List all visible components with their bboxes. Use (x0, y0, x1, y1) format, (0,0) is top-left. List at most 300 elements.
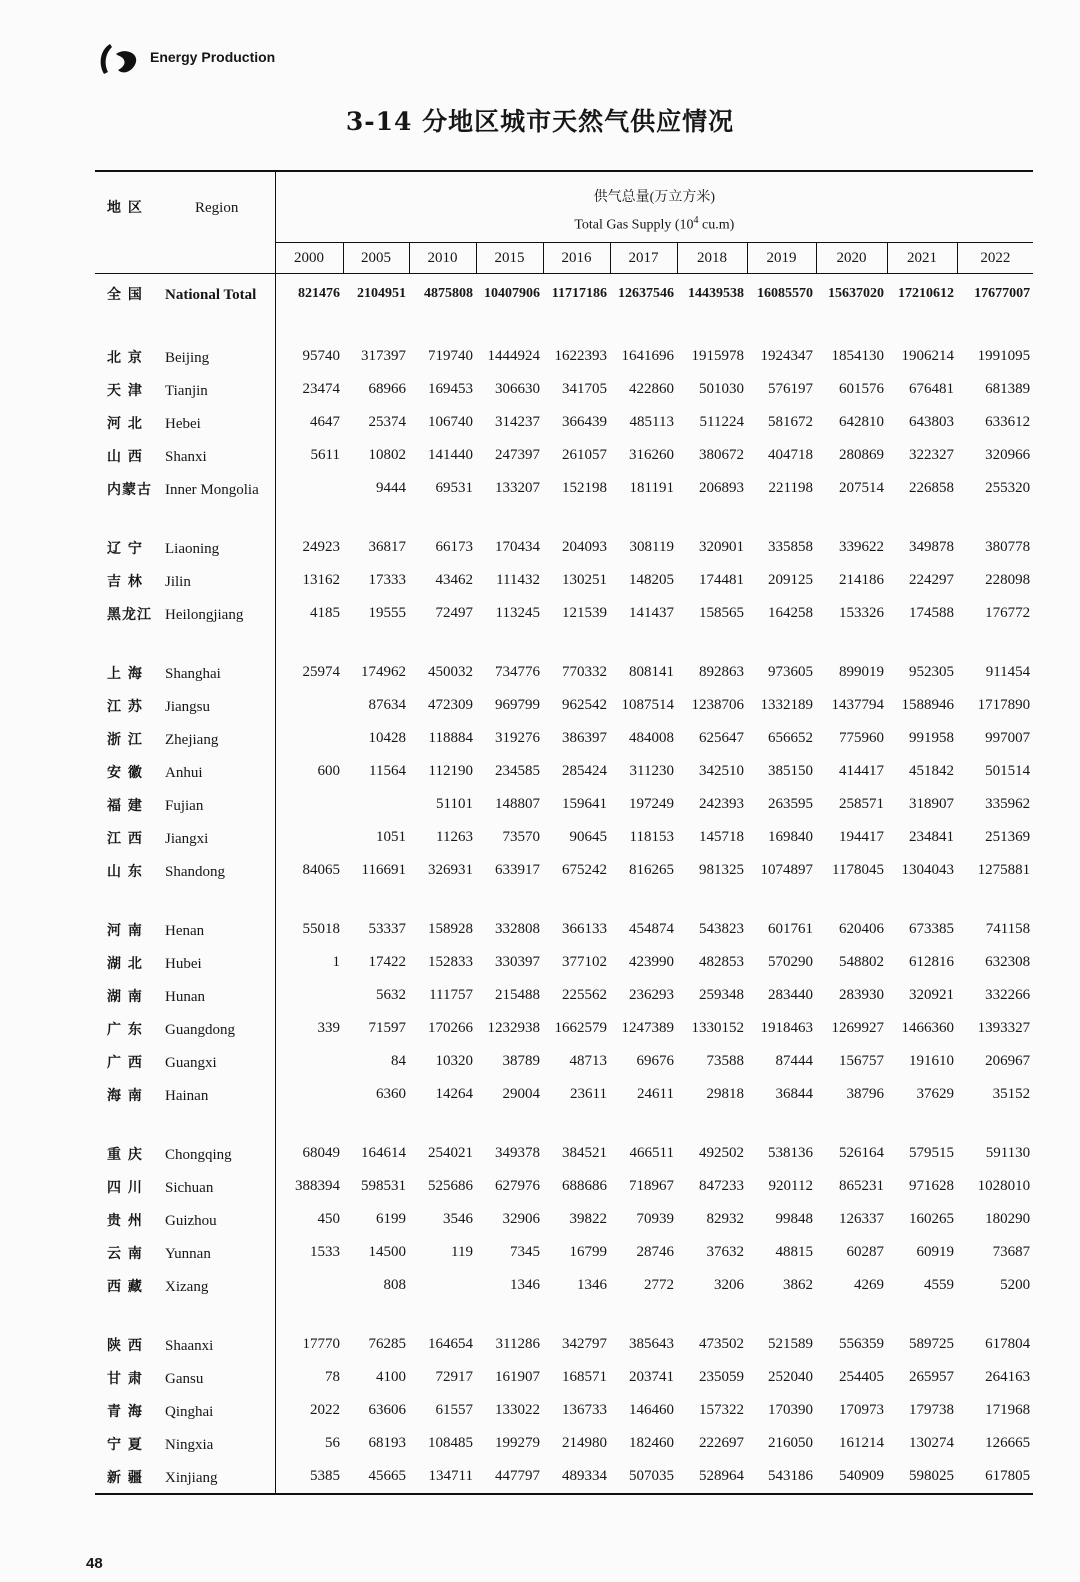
value-cell: 255320 (985, 480, 1031, 496)
table-row (95, 656, 1033, 689)
value-cell: 1346 (510, 1277, 540, 1293)
region-name-en: Inner Mongolia (165, 481, 259, 498)
value-cell: 203741 (629, 1369, 674, 1385)
value-cell: 969799 (495, 697, 540, 713)
value-cell: 280869 (839, 447, 884, 463)
value-cell: 311286 (495, 1336, 540, 1352)
table-row (95, 1427, 1033, 1460)
value-cell: 82932 (706, 1211, 744, 1227)
region-cell (95, 1012, 275, 1045)
region-cell (95, 755, 275, 788)
value-cell: 473502 (699, 1336, 744, 1352)
value-cell: 119 (451, 1244, 473, 1260)
value-cell: 775960 (839, 730, 884, 746)
value-cell: 283930 (839, 987, 884, 1003)
table-row (95, 1328, 1033, 1361)
value-cell: 450032 (428, 664, 473, 680)
value-cell: 899019 (839, 664, 884, 680)
region-name-cn: 吉 林 (107, 573, 143, 590)
value-cell: 643803 (909, 414, 954, 430)
value-cell: 87444 (775, 1053, 813, 1069)
table-row (95, 531, 1033, 564)
region-name-cn: 山 东 (107, 863, 143, 880)
value-cell: 1 (332, 954, 340, 970)
value-cell: 68049 (302, 1145, 340, 1161)
region-name-cn: 广 西 (107, 1054, 143, 1071)
value-cell: 111757 (429, 987, 473, 1003)
value-cell: 1588946 (901, 697, 954, 713)
value-cell: 43462 (435, 572, 473, 588)
value-cell: 308119 (629, 539, 674, 555)
value-cell: 5632 (376, 987, 406, 1003)
value-cell: 264163 (985, 1369, 1031, 1385)
region-name-en: Yunnan (165, 1245, 211, 1262)
region-name-cn: 新 疆 (107, 1469, 143, 1486)
value-cell: 579515 (909, 1145, 954, 1161)
value-cell: 23474 (302, 381, 340, 397)
year-header: 2021 (887, 243, 957, 274)
value-cell: 451842 (909, 763, 954, 779)
value-cell: 152198 (562, 480, 607, 496)
value-cell: 14500 (368, 1244, 406, 1260)
value-cell: 32906 (502, 1211, 540, 1227)
value-cell: 68193 (368, 1435, 406, 1451)
value-cell: 404718 (768, 447, 813, 463)
page-number: 48 (86, 1555, 103, 1572)
value-cell: 971628 (909, 1178, 954, 1194)
value-cell: 11717186 (551, 286, 607, 301)
value-cell: 675242 (562, 862, 607, 878)
region-cell (95, 1427, 275, 1460)
table-row (95, 854, 1033, 887)
value-cell: 113245 (495, 605, 540, 621)
value-cell: 69531 (435, 480, 473, 496)
value-cell: 25374 (368, 414, 406, 430)
value-cell: 28746 (636, 1244, 674, 1260)
value-cell: 1444924 (487, 348, 540, 364)
value-cell: 169453 (428, 381, 473, 397)
value-cell: 5200 (1000, 1277, 1031, 1293)
value-cell: 2772 (644, 1277, 674, 1293)
value-cell: 1304043 (901, 862, 954, 878)
value-cell: 66173 (435, 539, 473, 555)
region-cell (95, 854, 275, 887)
region-header-en: Region (195, 200, 239, 217)
value-cell: 386397 (562, 730, 607, 746)
value-cell: 16085570 (757, 286, 813, 301)
value-cell: 19555 (368, 605, 406, 621)
value-cell: 1330152 (691, 1020, 744, 1036)
region-cell (95, 340, 275, 373)
year-header: 2020 (816, 243, 887, 274)
value-cell: 126665 (985, 1435, 1031, 1451)
publisher-logo (96, 40, 140, 80)
value-cell: 136733 (562, 1402, 607, 1418)
region-name-en: Gansu (165, 1370, 204, 1387)
value-cell: 485113 (629, 414, 674, 430)
value-cell: 1087514 (621, 697, 674, 713)
value-cell: 1915978 (691, 348, 744, 364)
table-row (95, 1045, 1033, 1078)
value-cell: 174588 (909, 605, 954, 621)
table-row (95, 1137, 1033, 1170)
value-cell: 168571 (562, 1369, 607, 1385)
value-cell: 207514 (839, 480, 884, 496)
value-cell: 247397 (495, 447, 540, 463)
value-cell (275, 1045, 343, 1078)
region-name-en: Shanxi (165, 448, 207, 465)
region-cell (95, 689, 275, 722)
value-cell: 339 (317, 1020, 340, 1036)
value-cell: 525686 (428, 1178, 473, 1194)
table-row (95, 439, 1033, 472)
value-cell: 342510 (699, 763, 744, 779)
region-name-en: Shaanxi (165, 1337, 214, 1354)
region-cell (95, 1137, 275, 1170)
region-name-cn: 浙 江 (107, 731, 143, 748)
value-cell: 581672 (768, 414, 813, 430)
value-cell: 4269 (854, 1277, 884, 1293)
table-row (95, 755, 1033, 788)
value-cell: 161214 (839, 1435, 884, 1451)
value-cell: 68966 (368, 381, 406, 397)
value-cell: 489334 (562, 1468, 607, 1484)
value-cell: 380672 (699, 447, 744, 463)
value-cell: 472309 (428, 697, 473, 713)
region-name-cn: 安 徽 (107, 764, 143, 781)
value-cell: 11564 (369, 763, 406, 779)
value-cell: 226858 (909, 480, 954, 496)
value-cell: 148807 (495, 796, 540, 812)
table-row (95, 689, 1033, 722)
region-cell (95, 406, 275, 439)
value-cell: 521589 (768, 1336, 813, 1352)
value-cell: 90645 (569, 829, 607, 845)
value-cell: 1247389 (621, 1020, 674, 1036)
value-cell: 380778 (985, 539, 1031, 555)
value-cell: 997007 (985, 730, 1031, 746)
region-name-en: National Total (165, 287, 257, 303)
value-cell: 9444 (376, 480, 406, 496)
year-header: 2022 (957, 243, 1033, 274)
region-name-en: Guangdong (165, 1021, 235, 1038)
value-cell: 87634 (368, 697, 406, 713)
value-cell: 73687 (992, 1244, 1031, 1260)
region-name-en: Jiangxi (165, 830, 209, 847)
value-cell: 263595 (768, 796, 813, 812)
value-cell: 160265 (909, 1211, 954, 1227)
value-cell: 4647 (310, 414, 340, 430)
value-cell: 620406 (839, 921, 884, 937)
value-cell: 349378 (495, 1145, 540, 1161)
gas-header-cn: 供气总量(万立方米) (593, 190, 715, 205)
value-cell: 632308 (985, 954, 1031, 970)
value-cell: 332266 (985, 987, 1031, 1003)
table-row (95, 1078, 1033, 1111)
table-row (95, 1236, 1033, 1269)
value-cell: 228098 (985, 572, 1031, 588)
region-cell (95, 1361, 275, 1394)
value-cell: 133022 (495, 1402, 540, 1418)
value-cell: 719740 (428, 348, 473, 364)
value-cell: 1924347 (760, 348, 813, 364)
value-cell: 134711 (428, 1468, 473, 1484)
value-cell: 7345 (510, 1244, 540, 1260)
region-header (95, 171, 275, 243)
table-row (95, 1361, 1033, 1394)
region-cell (95, 1328, 275, 1361)
value-cell: 78 (325, 1369, 340, 1385)
value-cell: 157322 (699, 1402, 744, 1418)
value-cell: 133207 (495, 480, 540, 496)
value-cell: 258571 (839, 796, 884, 812)
value-cell: 1178045 (832, 862, 884, 878)
region-name-en: Jiangsu (165, 698, 210, 715)
region-header-cn: 地 区 (107, 200, 143, 217)
value-cell: 633917 (495, 862, 540, 878)
value-cell: 543823 (699, 921, 744, 937)
value-cell: 164258 (768, 605, 813, 621)
table-row (95, 373, 1033, 406)
value-cell: 69676 (636, 1053, 674, 1069)
value-cell: 332808 (495, 921, 540, 937)
value-cell: 1332189 (760, 697, 813, 713)
year-header: 2015 (476, 243, 543, 274)
value-cell: 174481 (699, 572, 744, 588)
table-row (95, 821, 1033, 854)
value-cell: 6199 (376, 1211, 406, 1227)
value-cell: 339622 (839, 539, 884, 555)
value-cell (275, 472, 343, 505)
value-cell: 235059 (699, 1369, 744, 1385)
value-cell: 973605 (768, 664, 813, 680)
value-cell: 15637020 (828, 286, 884, 301)
value-cell: 283440 (768, 987, 813, 1003)
value-cell: 206967 (985, 1053, 1031, 1069)
value-cell: 598531 (361, 1178, 406, 1194)
value-cell: 60919 (916, 1244, 954, 1260)
value-cell: 317397 (361, 348, 406, 364)
value-cell: 156757 (839, 1053, 884, 1069)
value-cell: 36844 (775, 1086, 813, 1102)
value-cell: 53337 (368, 921, 406, 937)
value-cell: 1028010 (977, 1178, 1031, 1194)
region-cell (95, 1203, 275, 1236)
value-cell: 981325 (699, 862, 744, 878)
value-cell: 821476 (298, 286, 340, 301)
value-cell (275, 1269, 343, 1302)
group-spacer (95, 1302, 1033, 1328)
year-header: 2016 (543, 243, 610, 274)
region-cell (95, 722, 275, 755)
value-cell: 108485 (428, 1435, 473, 1451)
value-cell: 511224 (699, 414, 744, 430)
region-cell (95, 979, 275, 1012)
table-row (95, 1460, 1033, 1494)
value-cell: 14264 (435, 1086, 473, 1102)
value-cell: 617804 (985, 1336, 1031, 1352)
value-cell: 24611 (637, 1086, 674, 1102)
value-cell: 816265 (629, 862, 674, 878)
value-cell: 76285 (368, 1336, 406, 1352)
value-cell: 366133 (562, 921, 607, 937)
value-cell: 1051 (376, 829, 406, 845)
value-cell: 10428 (368, 730, 406, 746)
table-row (95, 564, 1033, 597)
value-cell: 170266 (428, 1020, 473, 1036)
value-cell (275, 689, 343, 722)
region-cell (95, 1045, 275, 1078)
value-cell: 1906214 (901, 348, 954, 364)
region-name-cn: 河 南 (107, 922, 143, 939)
value-cell: 38796 (846, 1086, 884, 1102)
value-cell: 1232938 (487, 1020, 540, 1036)
table-row (95, 340, 1033, 373)
value-cell: 191610 (909, 1053, 954, 1069)
table-row (95, 722, 1033, 755)
value-cell: 261057 (562, 447, 607, 463)
value-cell: 320901 (699, 539, 744, 555)
value-cell: 252040 (768, 1369, 813, 1385)
value-cell: 48713 (569, 1053, 607, 1069)
region-name-en: Liaoning (165, 540, 220, 557)
region-cell (95, 1394, 275, 1427)
value-cell: 17677007 (974, 286, 1031, 301)
value-cell: 543186 (768, 1468, 813, 1484)
value-cell: 236293 (629, 987, 674, 1003)
value-cell (343, 788, 409, 821)
value-cell: 341705 (562, 381, 607, 397)
value-cell: 1918463 (760, 1020, 813, 1036)
value-cell: 84 (391, 1053, 406, 1069)
value-cell: 625647 (699, 730, 744, 746)
value-cell: 385150 (768, 763, 813, 779)
value-cell: 194417 (839, 829, 884, 845)
table-row (95, 274, 1033, 315)
value-cell: 23611 (570, 1086, 607, 1102)
value-cell: 601576 (839, 381, 884, 397)
region-name-en: Xinjiang (165, 1469, 218, 1486)
group-spacer (95, 630, 1033, 656)
value-cell: 570290 (768, 954, 813, 970)
region-name-cn: 广 东 (107, 1021, 143, 1038)
value-cell: 718967 (629, 1178, 674, 1194)
value-cell: 1393327 (977, 1020, 1031, 1036)
value-cell: 447797 (495, 1468, 540, 1484)
value-cell: 1238706 (691, 697, 744, 713)
value-cell: 118153 (629, 829, 674, 845)
value-cell: 612816 (909, 954, 954, 970)
value-cell: 35152 (992, 1086, 1031, 1102)
value-cell: 335858 (768, 539, 813, 555)
value-cell: 335962 (985, 796, 1031, 812)
value-cell: 153326 (839, 605, 884, 621)
table-row (95, 406, 1033, 439)
value-cell: 10802 (368, 447, 406, 463)
value-cell: 633612 (985, 414, 1031, 430)
table-row (95, 946, 1033, 979)
value-cell: 99848 (775, 1211, 813, 1227)
value-cell: 259348 (699, 987, 744, 1003)
region-name-cn: 甘 肃 (107, 1370, 143, 1387)
value-cell: 152833 (428, 954, 473, 970)
value-cell: 681389 (985, 381, 1031, 397)
value-cell: 214980 (562, 1435, 607, 1451)
value-cell: 326931 (428, 862, 473, 878)
region-name-en: Hubei (165, 955, 202, 972)
region-name-en: Anhui (165, 764, 203, 781)
region-cell (95, 821, 275, 854)
value-cell: 234841 (909, 829, 954, 845)
value-cell: 1622393 (554, 348, 607, 364)
value-cell: 591130 (985, 1145, 1031, 1161)
value-cell (275, 821, 343, 854)
value-cell: 55018 (302, 921, 340, 937)
value-cell: 199279 (495, 1435, 540, 1451)
value-cell: 158928 (428, 921, 473, 937)
value-cell: 45665 (368, 1468, 406, 1484)
region-name-en: Shanghai (165, 665, 221, 682)
region-name-cn: 宁 夏 (107, 1436, 143, 1453)
value-cell: 770332 (562, 664, 607, 680)
region-name-en: Tianjin (165, 382, 208, 399)
value-cell: 501030 (699, 381, 744, 397)
value-cell: 225562 (562, 987, 607, 1003)
region-cell (95, 439, 275, 472)
value-cell: 450 (317, 1211, 340, 1227)
region-name-en: Qinghai (165, 1403, 214, 1420)
value-cell: 63606 (368, 1402, 406, 1418)
group-spacer (95, 1111, 1033, 1137)
value-cell: 48815 (775, 1244, 813, 1260)
value-cell: 601761 (768, 921, 813, 937)
value-cell: 423990 (629, 954, 674, 970)
value-cell: 892863 (699, 664, 744, 680)
value-cell: 141440 (428, 447, 473, 463)
table-row (95, 1203, 1033, 1236)
region-name-cn: 海 南 (107, 1087, 143, 1104)
region-name-cn: 辽 宁 (107, 540, 143, 557)
region-name-en: Henan (165, 922, 205, 939)
value-cell: 234585 (495, 763, 540, 779)
region-name-cn: 内蒙古 (107, 481, 152, 498)
region-name-en: Hainan (165, 1087, 209, 1104)
region-name-en: Heilongjiang (165, 606, 244, 623)
value-cell: 991958 (909, 730, 954, 746)
value-cell: 251369 (985, 829, 1031, 845)
value-cell: 206893 (699, 480, 744, 496)
group-spacer (95, 887, 1033, 913)
value-cell: 320966 (985, 447, 1031, 463)
region-name-en: Chongqing (165, 1146, 232, 1163)
value-cell: 548802 (839, 954, 884, 970)
value-cell: 314237 (495, 414, 540, 430)
value-cell: 3862 (783, 1277, 813, 1293)
value-cell (275, 1078, 343, 1111)
value-cell: 17333 (368, 572, 406, 588)
value-cell: 414417 (839, 763, 884, 779)
region-name-en: Hebei (165, 415, 201, 432)
value-cell: 3546 (443, 1211, 473, 1227)
value-cell: 1275881 (977, 862, 1031, 878)
value-cell: 141437 (629, 605, 674, 621)
region-cell (95, 788, 275, 821)
region-name-cn: 重 庆 (107, 1146, 143, 1163)
value-cell: 72497 (435, 605, 473, 621)
region-name-en: Hunan (165, 988, 205, 1005)
value-cell: 95740 (302, 348, 340, 364)
value-cell: 1074897 (760, 862, 813, 878)
